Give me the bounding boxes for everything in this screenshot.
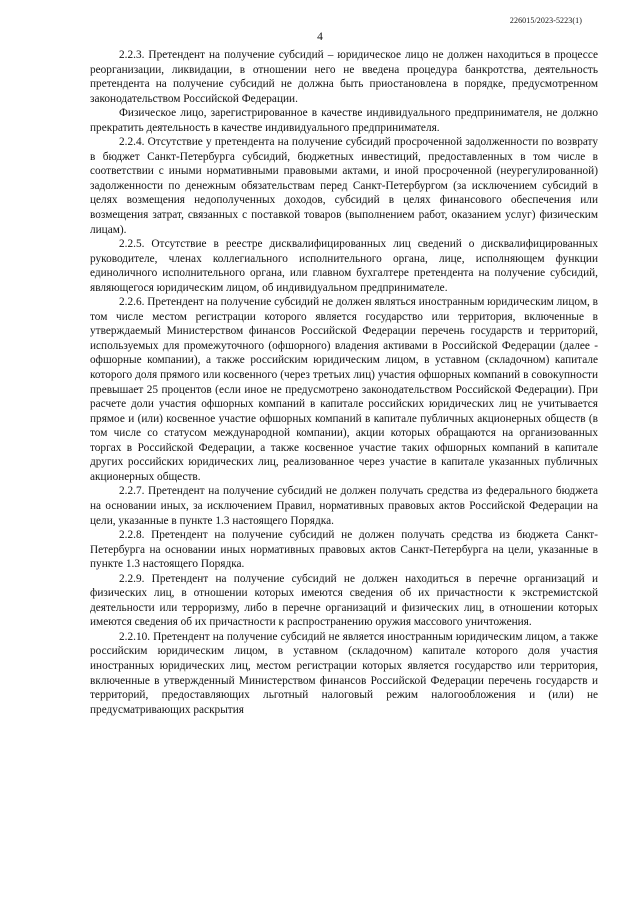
document-body [90,48,598,717]
paragraph-2-2-6: 2.2.6. Претендент на получение субсидий не должен являться иностранным юридическим лицом, в том числе местом регистрации которого является государство или территория, включенные в утверждаемый Министерством финансов Российской Федерации перечень государств и территорий, используемых для промежуточного (офшорного) владения активами в Российской Федерации (далее - офшорные компании), а также российским юридическим лицом, в уставном (складочном) капитале которого доля прямого или косвенного (через третьих лиц) участия офшорных компаний в совокупности превышает 25 процентов (если иное не предусмотрено законодательством Российской Федерации). При расчете доли участия офшорных компаний в капитале российских юридических лиц не учитывается прямое и (или) косвенное участие офшорных компаний в капитале публичных акционерных обществ (в том числе со статусом международной компании), акции которых обращаются на организованных торгах в Российской Федерации, а также косвенное участие таких офшорных компаний в капитале других российских юридических лиц, реализованное через участие в капитале указанных публичных акционерных обществ. [90,296,598,483]
paragraph-2-2-3: 2.2.3. Претендент на получение субсидий – юридическое лицо не должен находиться в процессе реорганизации, ликвидации, в отношении него не введена процедура банкротства, деятельность претендента на получение субсидий не должна быть приостановлена в порядке, предусмотренном законодательством Российской Федерации. [90,49,598,105]
paragraph-2-2-5: 2.2.5. Отсутствие в реестре дисквалифицированных лиц сведений о дисквалифицированных руководителе, членах коллегиального исполнительного органа, лице, исполняющем функции единоличного исполнительного органа, или главном бухгалтере претендента на получение субсидий, являющегося юридическим лицом, об индивидуальном предпринимателе. [90,238,598,294]
paragraph-2-2-7: 2.2.7. Претендент на получение субсидий не должен получать средства из федерального бюджета на основании иных, за исключением Правил, нормативных правовых актов Российской Федерации на цели, указанные в пункте 1.3 настоящего Порядка. [90,485,598,527]
document-number: 226015/2023-5223(1) [509,16,582,25]
paragraph-2-2-8: 2.2.8. Претендент на получение субсидий не должен получать средства из бюджета Санкт-Петербурга на основании иных нормативных правовых актов Санкт-Петербурга на цели, указанные в пункте 1.3 настоящего Порядка. [90,529,598,571]
paragraph-2-2-9: 2.2.9. Претендент на получение субсидий не должен находиться в перечне организаций и физических лиц, в отношении которых имеются сведения об их причастности к экстремистской деятельности или терроризму, либо в перечне организаций и физических лиц, в отношении которых имеются сведения об их причастности к распространению оружия массового уничтожения. [90,572,598,629]
paragraph-individual-entrepreneur: Физическое лицо, зарегистрированное в качестве индивидуального предпринимателя, не должно прекратить деятельность в качестве индивидуального предпринимателя. [90,107,598,134]
page-number: 4 [317,31,323,43]
paragraph-2-2-4: 2.2.4. Отсутствие у претендента на получение субсидий просроченной задолженности по возврату в бюджет Санкт-Петербурга субсидий, бюджетных инвестиций, предоставленных в том числе в соответствии с иными нормативными правовыми актами, и иной просроченной (неурегулированной) задолженности по денежным обязательствам перед Санкт-Петербургом (за исключением субсидий в целях возмещения недополученных доходов, субсидий в целях финансового обеспечения или возмещения затрат, связанных с поставкой товаров (выполнением работ, оказанием услуг) физическим лицам). [90,136,598,236]
paragraph-2-2-10: 2.2.10. Претендент на получение субсидий не является иностранным юридическим лицом, а также российским юридическим лицом, в уставном (складочном) капитале которого доля участия иностранных юридических лиц, местом регистрации которых является государство или территория, включенные в утвержденный Министерством финансов Российской Федерации перечень государств и территорий, предоставляющих льготный налоговый режим налогообложения и (или) не предусматривающих раскрытия [90,630,598,716]
